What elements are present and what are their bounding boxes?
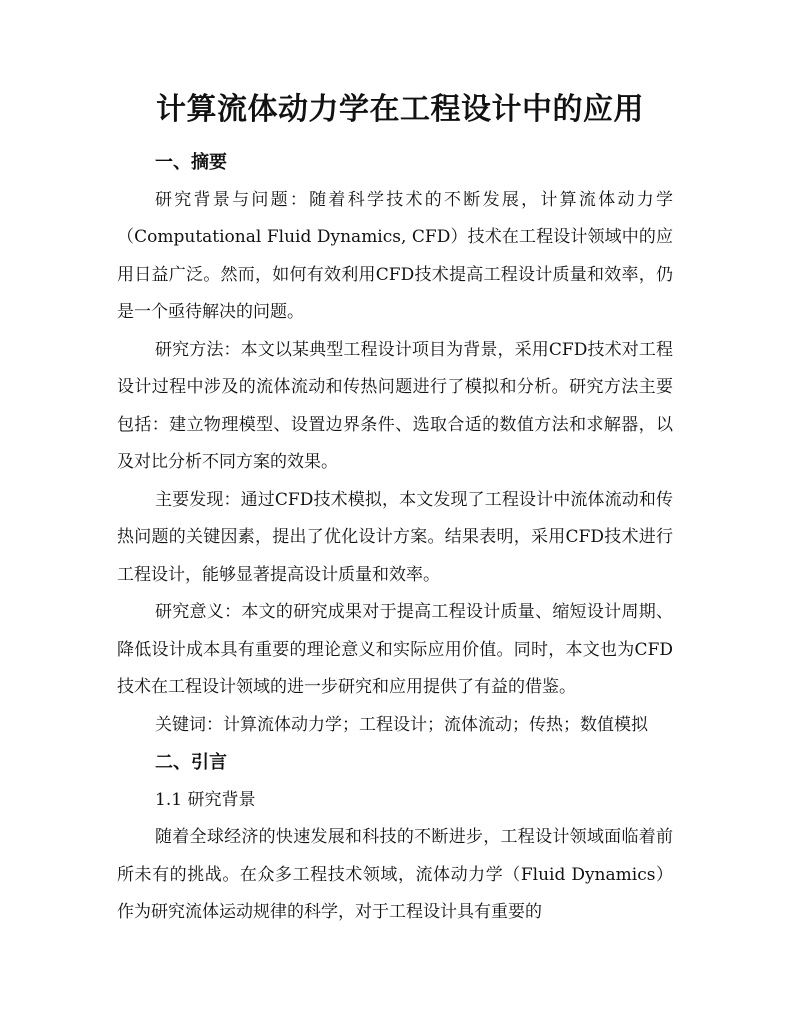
- abstract-method-paragraph: 研究方法：本文以某典型工程设计项目为背景，采用CFD技术对工程设计过程中涉及的流体流动和传热问题进行了模拟和分析。研究方法主要包括：建立物理模型、设置边界条件、选取合适的数值方法和求解器，以及对比分析不同方案的效果。: [117, 339, 673, 472]
- abstract-findings-paragraph: 主要发现：通过CFD技术模拟，本文发现了工程设计中流体流动和传热问题的关键因素，提出了优化设计方案。结果表明，采用CFD技术进行工程设计，能够显著提高设计质量和效率。: [117, 489, 673, 585]
- introduction-paragraph: 随着全球经济的快速发展和科技的不断进步，工程设计领域面临着前所未有的挑战。在众多工程技术领域，流体动力学（Fluid Dynamics）作为研究流体运动规律的科学，对于工程设计具有重要的: [117, 827, 673, 922]
- document-body: [117, 144, 673, 932]
- section-heading-introduction: 二、引言: [155, 752, 227, 773]
- abstract-background-paragraph: 研究背景与问题：随着科学技术的不断发展，计算流体动力学（Computational Fluid Dynamics, CFD）技术在工程设计领域中的应用日益广泛。然而，如何有效利用CFD技术提高工程设计质量和效率，仍是一个亟待解决的问题。: [117, 189, 673, 322]
- keywords-paragraph: 关键词：计算流体动力学；工程设计；流体流动；传热；数值模拟: [155, 714, 648, 735]
- subsection-heading-research-background: 1.1 研究背景: [155, 789, 256, 810]
- document-title: 计算流体动力学在工程设计中的应用: [156, 92, 644, 127]
- abstract-significance-paragraph: 研究意义：本文的研究成果对于提高工程设计质量、缩短设计周期、降低设计成本具有重要的理论意义和实际应用价值。同时，本文也为CFD技术在工程设计领域的进一步研究和应用提供了有益的借鉴。: [117, 602, 673, 697]
- section-heading-abstract: 一、摘要: [155, 152, 227, 173]
